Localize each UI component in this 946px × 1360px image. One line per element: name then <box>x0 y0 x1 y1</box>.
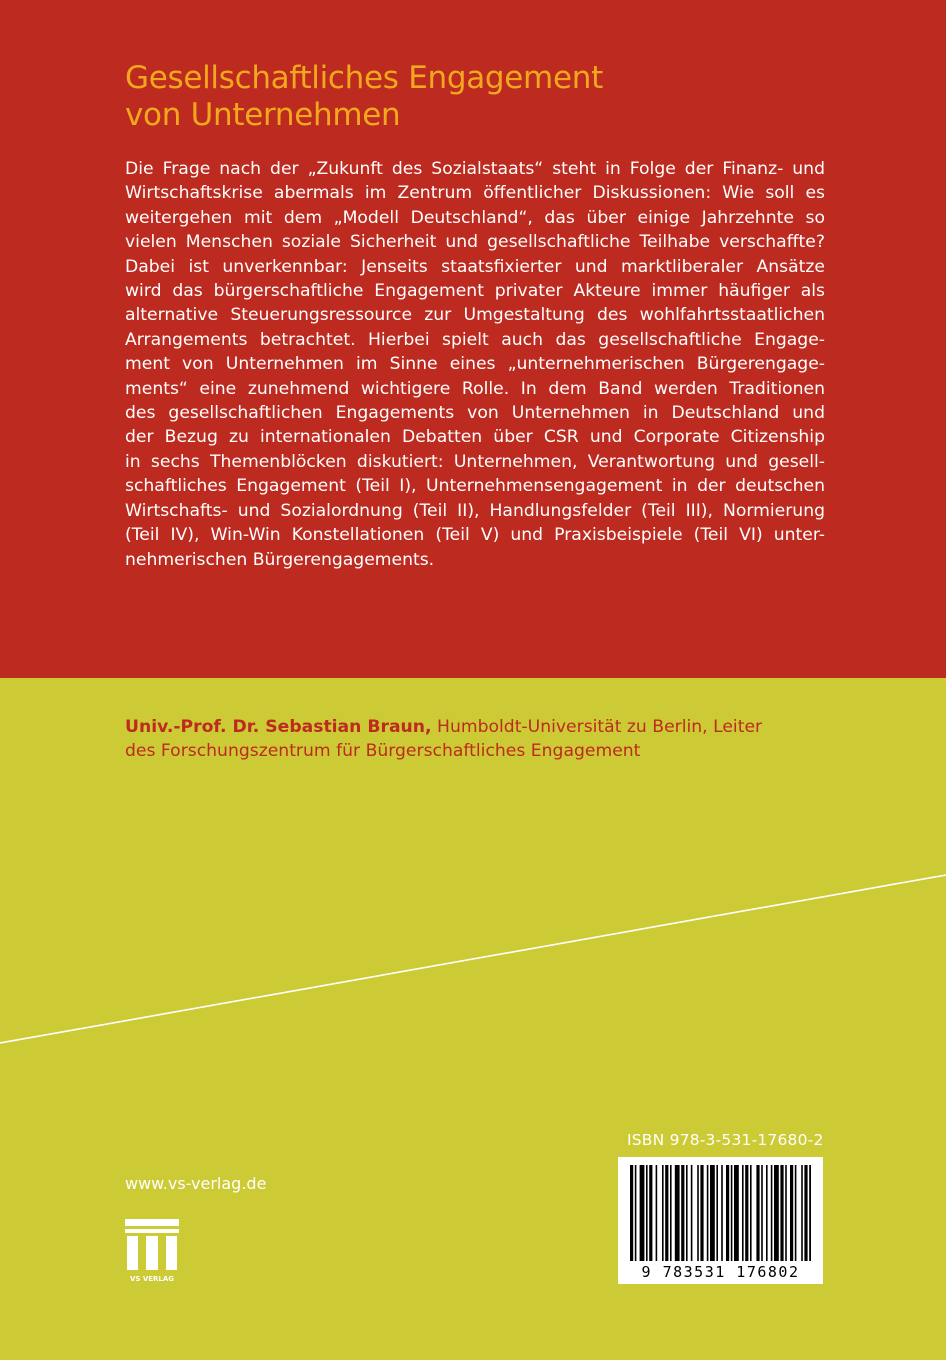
description-line: der Bezug zu internationalen Debatten über CSR und Corporate Citizenship <box>125 427 825 448</box>
barcode-bar <box>756 1165 759 1261</box>
barcode-bar <box>790 1165 793 1261</box>
description-line: in sechs Themenblöcken diskutiert: Unternehmen, Verantwortung und gesell- <box>125 451 825 472</box>
barcode-bar <box>656 1165 658 1261</box>
author-affiliation-line: des Forschungszentrum für Bürgerschaftliches Engagement <box>125 741 641 762</box>
barcode-bar <box>640 1165 645 1261</box>
description-line: ment von Unternehmen im Sinne eines „unternehmerischen Bürgerengage- <box>125 354 825 375</box>
barcode-bar <box>691 1165 693 1261</box>
title-line: Gesellschaftliches Engagement <box>125 60 603 96</box>
barcode-bar <box>785 1165 787 1261</box>
barcode-bar <box>761 1165 763 1261</box>
barcode-bar <box>726 1165 729 1261</box>
barcode-bar <box>635 1165 637 1261</box>
description-line: Wirtschafts- und Sozialordnung (Teil II), Handlungsfelder (Teil III), Normierung <box>125 500 825 521</box>
description-line: nehmerischen Bürgerengagements. <box>125 549 435 570</box>
barcode <box>618 1157 823 1284</box>
barcode-bar <box>662 1165 664 1261</box>
description-line: schaftliches Engagement (Teil I), Unternehmensengagement in der deutschen <box>125 476 825 497</box>
barcode-bar <box>700 1165 703 1261</box>
title-line: von Unternehmen <box>125 97 401 133</box>
barcode-digits: 9 783531 176802 <box>641 1263 800 1281</box>
book-title <box>125 60 885 134</box>
description-line: Dabei ist unverkennbar: Jenseits staatsfixierter und marktliberaler Ansätze <box>125 256 825 277</box>
description-line: weitergehen mit dem „Modell Deutschland“, das über einige Jahrzehnte so <box>125 207 825 228</box>
author-affiliation: Humboldt-Universität zu Berlin, Leiter <box>431 717 763 737</box>
description-line: wird das bürgerschaftliche Engagement privater Akteure immer häufiger als <box>125 281 825 302</box>
author-info <box>125 715 825 764</box>
barcode-bar <box>734 1165 739 1261</box>
barcode-bar <box>630 1165 633 1261</box>
barcode-bar <box>745 1165 748 1261</box>
description-line: alternative Steuerungsressource zur Umgestaltung des wohlfahrtsstaatlichen <box>125 305 825 326</box>
barcode-bar <box>771 1165 773 1261</box>
publisher-url: www.vs-verlag.de <box>125 1174 267 1193</box>
author-line <box>125 715 825 739</box>
barcode-bar <box>721 1165 723 1261</box>
description-line: des gesellschaftlichen Engagements von Unternehmen in Deutschland und <box>125 403 825 424</box>
barcode-bar <box>795 1165 797 1261</box>
publisher-logo-icon <box>125 1219 179 1283</box>
description-line: vielen Menschen soziale Sicherheit und gesellschaftliche Teilhabe verschaffte? <box>125 232 825 253</box>
barcode-bar <box>649 1165 652 1261</box>
barcode-bar <box>710 1165 715 1261</box>
barcode-bar <box>809 1165 811 1261</box>
description-line: Die Frage nach der „Zukunft des Sozialstaats“ steht in Folge der Finanz- und <box>125 159 825 179</box>
barcode-bar <box>750 1165 752 1261</box>
barcode-bar <box>675 1165 680 1261</box>
barcode-bar <box>804 1165 807 1261</box>
barcode-bar <box>681 1165 684 1261</box>
barcode-bar <box>742 1165 744 1261</box>
barcode-bars-icon <box>630 1165 811 1261</box>
publisher-logo-text: VS VERLAG <box>129 1275 175 1283</box>
barcode-bar <box>646 1165 648 1261</box>
author-name: Univ.-Prof. Dr. Sebastian Braun, <box>125 717 432 737</box>
barcode-bar <box>716 1165 718 1261</box>
description-line: ments“ eine zunehmend wichtigere Rolle. In dem Band werden Traditionen <box>125 378 825 399</box>
barcode-bar <box>686 1165 688 1261</box>
barcode-bar <box>670 1165 672 1261</box>
barcode-bar <box>665 1165 668 1261</box>
barcode-bar <box>780 1165 783 1261</box>
barcode-bar <box>707 1165 709 1261</box>
barcode-bar <box>801 1165 803 1261</box>
barcode-bar <box>697 1165 699 1261</box>
barcode-bar <box>731 1165 733 1261</box>
isbn-label: ISBN 978-3-531-17680-2 <box>627 1131 824 1149</box>
description-line: Arrangements betrachtet. Hierbei spielt auch das gesellschaftliche Engage- <box>125 329 825 350</box>
barcode-bar <box>774 1165 779 1261</box>
description-line: (Teil IV), Win-Win Konstellationen (Teil V) und Praxisbeispiele (Teil VI) unter- <box>125 525 825 546</box>
description-line: Wirtschaftskrise abermals im Zentrum öffentlicher Diskussionen: Wie soll es <box>125 183 825 204</box>
barcode-bar <box>766 1165 768 1261</box>
book-description <box>125 157 825 572</box>
